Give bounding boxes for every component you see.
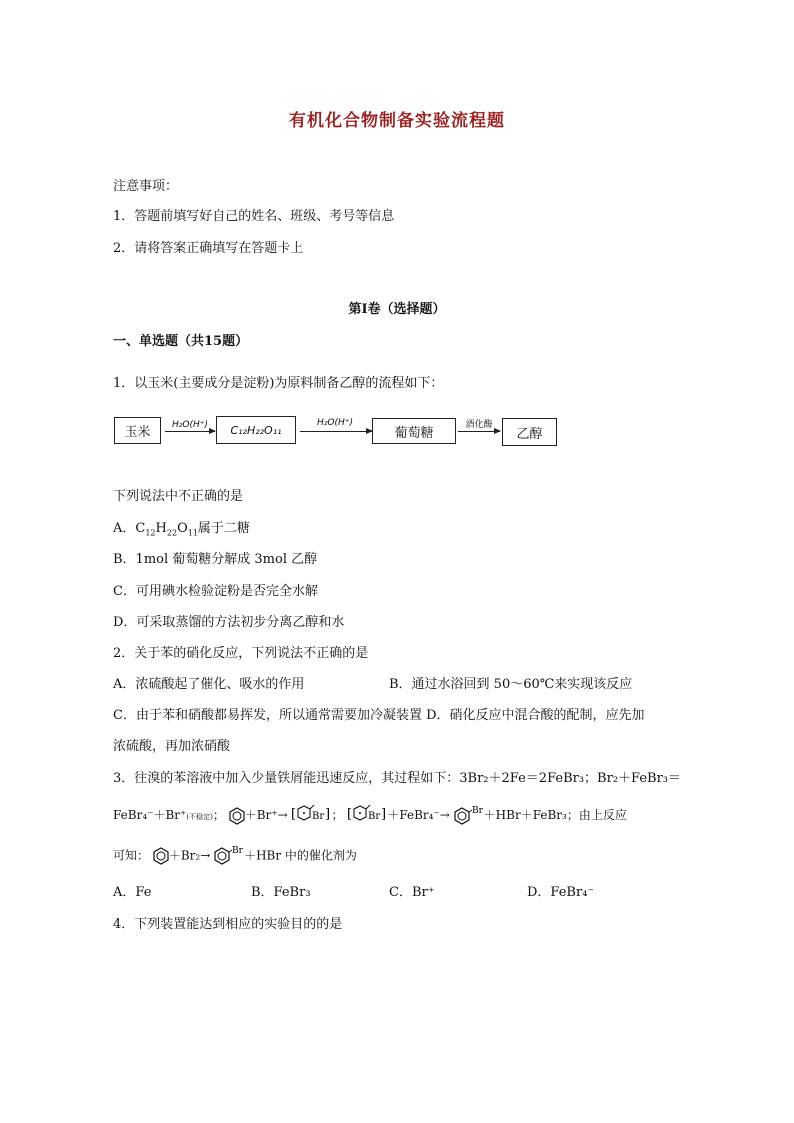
svg-text:[: [	[291, 807, 297, 822]
q3-mech-text-c: ＋Br⁺→	[244, 808, 288, 822]
q3-overall-line	[113, 846, 357, 866]
q2-option-c-line1: C．由于苯和硝酸都易挥发，所以通常需要加冷凝装置 D．硝化反应中混合酸的配制，应先加	[113, 708, 645, 723]
flow-arrow-2-label: H₂O(H⁺)	[317, 418, 353, 428]
q1-option-c: C．可用碘水检验淀粉是否完全水解	[113, 584, 318, 599]
q3-option-b: B．FeBr₃	[251, 885, 311, 900]
q3-stem: 3．往溴的苯溶液中加入少量铁屑能迅速反应，其过程如下：3Br₂＋2Fe＝2FeBr₃；Br₂＋FeBr₃＝	[113, 771, 682, 786]
q2-option-a: A．浓硫酸起了催化、吸水的作用	[113, 677, 305, 692]
q1-prompt: 下列说法中不正确的是	[113, 489, 244, 504]
q3-mech-text-b: ；	[212, 808, 225, 822]
sigma-complex-icon-2	[347, 802, 387, 829]
q1-option-a: A．$C_{12}H_{22}O_{11}$属于二糖	[113, 521, 250, 538]
q1-option-b: B．1mol 葡萄糖分解成 3mol 乙醇	[113, 552, 318, 567]
sigma-br-text: Br	[312, 811, 325, 822]
bromobenzene-icon-2	[214, 846, 244, 866]
q2-stem: 2．关于苯的硝化反应，下列说法不正确的是	[113, 646, 369, 661]
volume-title: 第I卷（选择题）	[348, 302, 446, 317]
q4-stem: 4．下列装置能达到相应的实验目的的是	[113, 917, 343, 932]
notice-item-2: 2．请将答案正确填写在答题卡上	[113, 241, 304, 256]
svg-text:]: ]	[381, 807, 387, 822]
q3-overall-text-a: 可知：	[113, 848, 150, 863]
flow-arrow-1	[165, 431, 215, 432]
q3-mech-note: (不稳定)	[186, 813, 213, 821]
q3-option-d: D．FeBr₄⁻	[527, 885, 595, 900]
flow-box-corn: 玉米	[114, 417, 161, 444]
q3-option-c: C．Br⁺	[389, 885, 435, 900]
benzene-ring-icon	[229, 807, 245, 825]
notice-item-1: 1．答题前填写好自己的姓名、班级、考号等信息	[113, 209, 395, 224]
flow-arrow-3-label: 酒化酶	[465, 420, 493, 430]
q1-stem: 1．以玉米(主要成分是淀粉)为原料制备乙醇的流程如下：	[113, 376, 444, 391]
q2-option-b: B．通过水浴回到 50～60℃来实现该反应	[389, 677, 633, 692]
q3-option-a: A．Fe	[113, 885, 152, 900]
svg-text:[: [	[347, 807, 353, 822]
q1-option-a-suffix: 属于二糖	[197, 521, 250, 536]
q3-mech-text-d: ；	[331, 808, 344, 822]
svg-text:]: ]	[325, 807, 331, 822]
benzene-ring-icon-2	[153, 847, 169, 865]
flow-arrow-3	[458, 431, 500, 432]
sigma-complex-icon	[291, 802, 331, 829]
flow-box-glucose: 葡萄糖	[372, 418, 456, 444]
page-title: 有机化合物制备实验流程题	[289, 111, 505, 131]
q3-mech-text-f: ＋HBr＋FeBr₃；由上反应	[483, 808, 627, 822]
flow-box-ethanol: 乙醇	[502, 418, 557, 446]
q1-option-d: D．可采取蒸馏的方法初步分离乙醇和水	[113, 615, 345, 630]
q3-overall-text-c: ＋HBr 中的催化剂为	[244, 848, 357, 863]
bromobenzene-br-text: Br	[471, 805, 483, 816]
flow-arrow-1-label: H₂O(H⁺)	[172, 420, 208, 430]
sigma2-br-text: Br	[368, 811, 381, 822]
q2-option-c-line2: 浓硫酸，再加浓硝酸	[113, 739, 231, 754]
flow-box-disaccharide: C₁₂H₂₂O₁₁	[216, 416, 296, 444]
flow-arrow-2	[300, 431, 372, 432]
q3-mech-text-e: ＋FeBr₄⁻→	[387, 808, 450, 822]
bromobenzene-icon	[454, 806, 484, 826]
section-title: 一、单选题（共15题）	[113, 334, 249, 349]
q3-mech-text-a: FeBr₄⁻＋Br⁺	[113, 808, 187, 822]
bromobenzene2-br-text: Br	[232, 846, 244, 856]
notice-heading: 注意事项：	[113, 179, 179, 194]
q3-mechanism-line	[113, 802, 627, 829]
q1-option-a-prefix: A．C	[113, 521, 146, 536]
q3-overall-text-b: ＋Br₂→	[168, 848, 211, 863]
